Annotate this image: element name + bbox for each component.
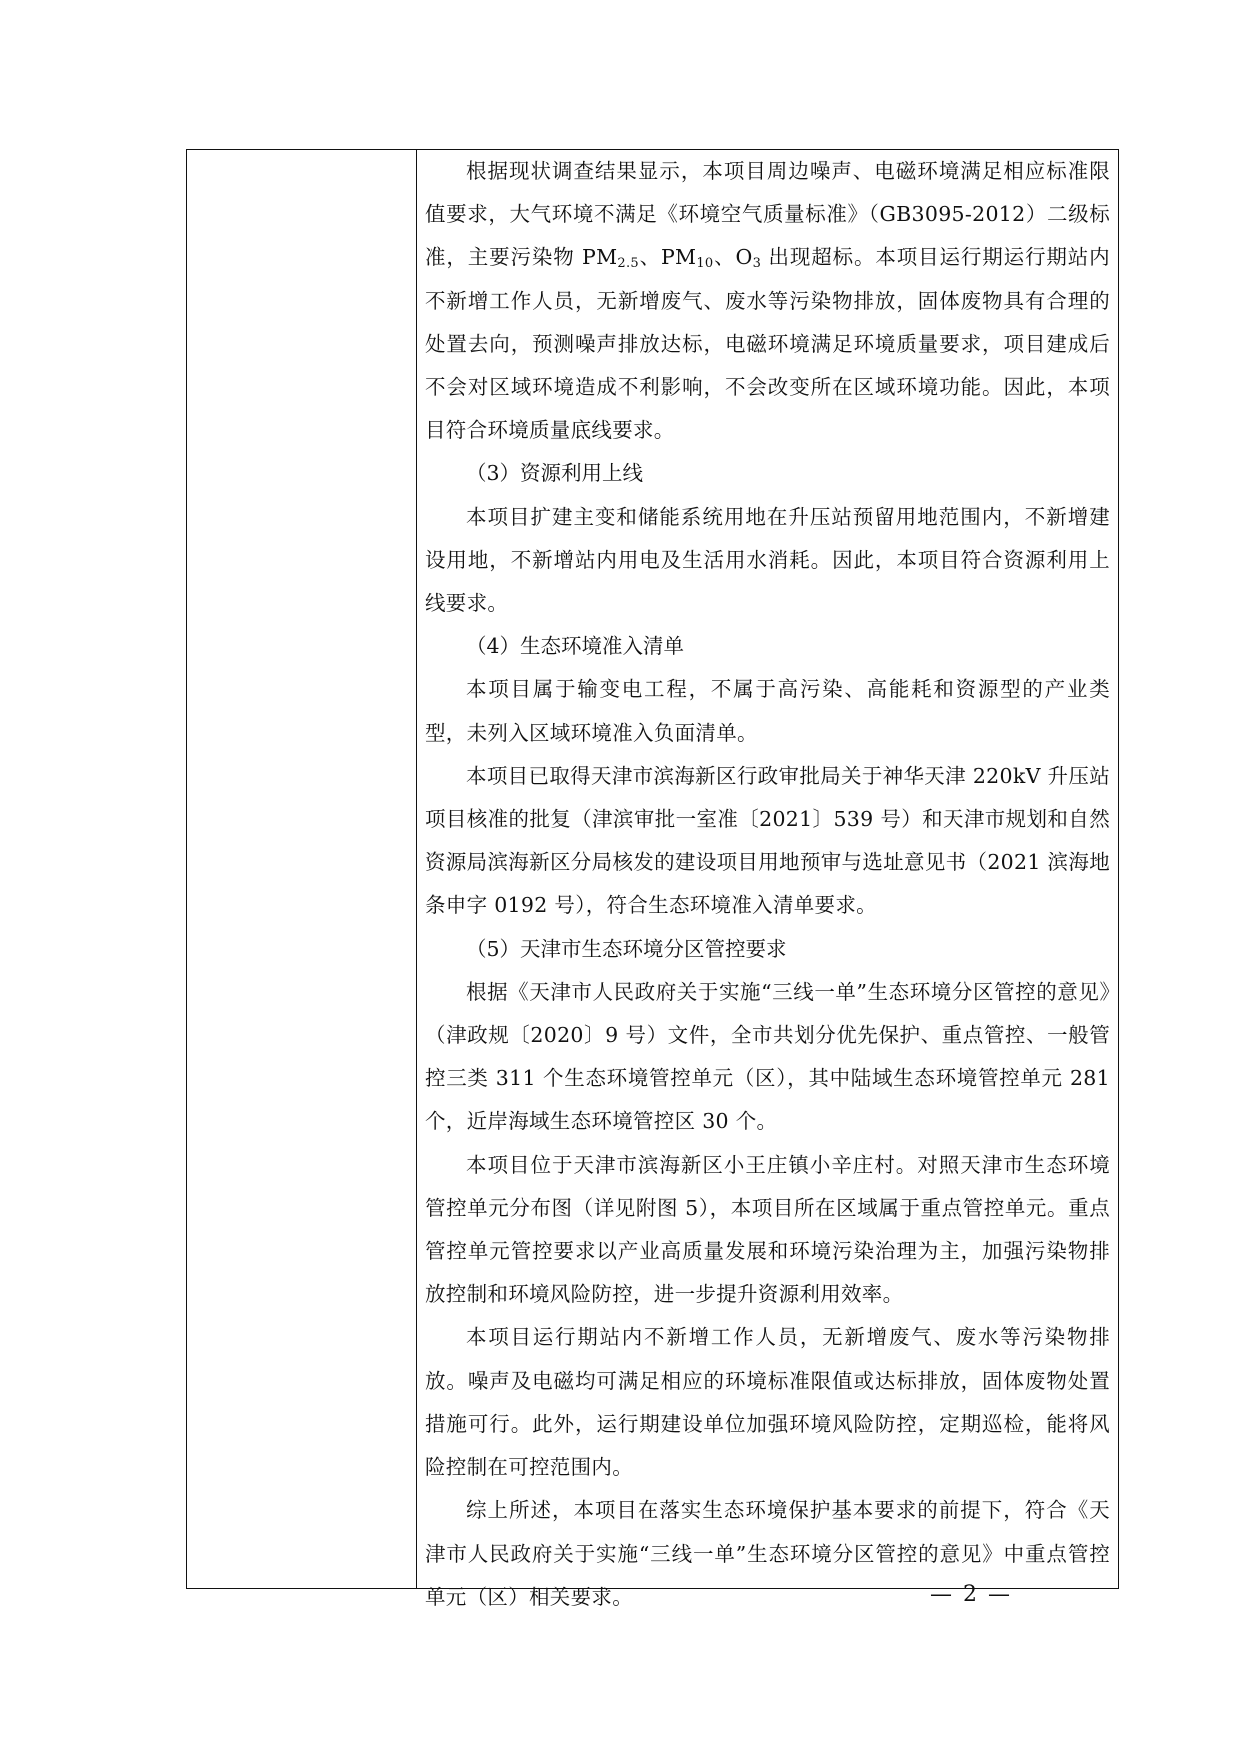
paragraph-zoning-policy: 根据《天津市人民政府关于实施“三线一单”生态环境分区管控的意见》（津政规〔2020〕9 号）文件，全市共划分优先保护、重点管控、一般管控三类 311 个生态环境管控单元（区），其中陆域生态环境管控单元 281 个，近岸海域生态环境管控区 30 个。	[425, 979, 1110, 1134]
text-segment: 、O	[713, 245, 753, 270]
paragraph-operation: 本项目运行期站内不新增工作人员，无新增废气、废水等污染物排放。噪声及电磁均可满足相应的环境标准限值或达标排放，固体废物处置措施可行。此外，运行期建设单位加强环境风险防控，定期巡检，能将风险控制在可控范围内。	[425, 1325, 1110, 1480]
paragraph-industry-type: 本项目属于输变电工程，不属于高污染、高能耗和资源型的产业类型，未列入区域环境准入负面清单。	[425, 677, 1110, 745]
paragraph-environment-quality	[425, 150, 1110, 452]
page-number: — 2 —	[930, 1582, 1012, 1607]
section-heading-zoning: （5）天津市生态环境分区管控要求	[466, 936, 787, 961]
subscript-o3: 3	[752, 256, 762, 272]
table-left-column	[187, 150, 417, 1588]
section-heading-access-list: （4）生态环境准入清单	[466, 634, 685, 659]
paragraph-conclusion: 综上所述，本项目在落实生态环境保护基本要求的前提下，符合《天津市人民政府关于实施“三线一单”生态环境分区管控的意见》中重点管控单元（区）相关要求。	[425, 1498, 1110, 1609]
paragraph-resource-use: 本项目扩建主变和储能系统用地在升压站预留用地范围内，不新增建设用地，不新增站内用电及生活用水消耗。因此，本项目符合资源利用上线要求。	[425, 504, 1110, 616]
subscript-pm25: 2.5	[617, 256, 639, 272]
section-heading-resource: （3）资源利用上线	[466, 461, 644, 486]
text-segment: 、PM	[639, 245, 697, 270]
text-segment: 出现超标。本项目运行期运行期站内不新增工作人员，无新增废气、废水等污染物排放，固体废物具有合理的处置去向，预测噪声排放达标，电磁环境满足环境质量要求，项目建成后不会对区域环境造成不利影响，不会改变所在区域环境功能。因此，本项目符合环境质量底线要求。	[425, 245, 1110, 443]
text-segment: 根据现状调查结果显示，本项目周边噪声、电磁环境满足相应标准限值要求，大气环境不满足《环境空气质量标准》（GB3095-2012）二级标准，主要污染物 PM	[425, 159, 1110, 270]
paragraph-approvals: 本项目已取得天津市滨海新区行政审批局关于神华天津 220kV 升压站项目核准的批复（津滨审批一室准〔2021〕539 号）和天津市规划和自然资源局滨海新区分局核发的建设项目用地预审与选址意见书（2021 滨海地条申字 0192 号），符合生态环境准入清单要求。	[425, 763, 1110, 918]
content-table	[186, 149, 1119, 1609]
paragraph-project-location: 本项目位于天津市滨海新区小王庄镇小辛庄村。对照天津市生态环境管控单元分布图（详见附图 5），本项目所在区域属于重点管控单元。重点管控单元管控要求以产业高质量发展和环境污染治理为主，加强污染物排放控制和环境风险防控，进一步提升资源利用效率。	[425, 1152, 1110, 1307]
table-right-column	[417, 150, 1118, 1609]
subscript-pm10: 10	[696, 256, 714, 272]
